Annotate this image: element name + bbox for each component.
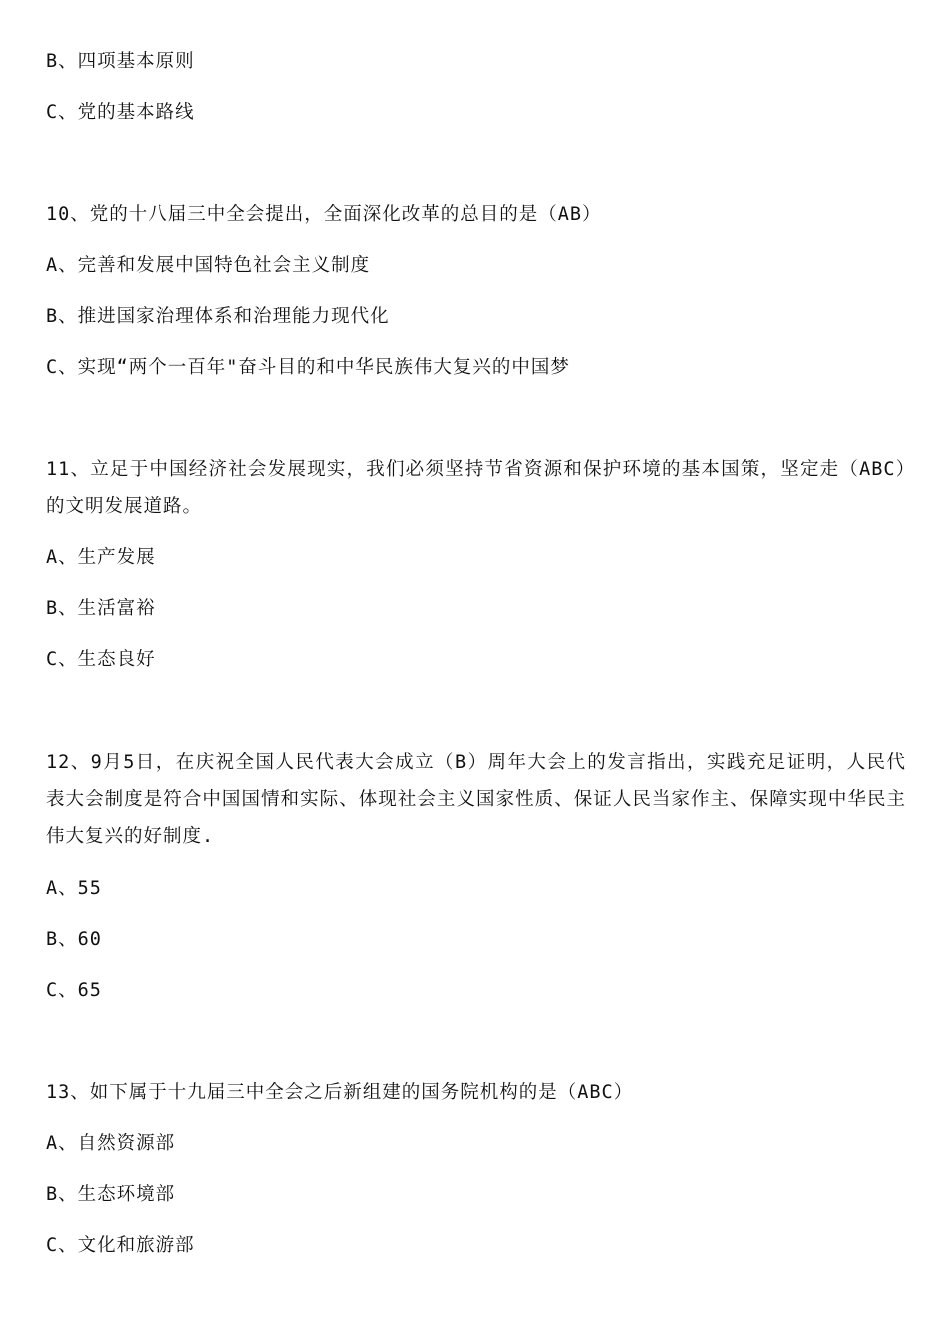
q11-question: 11、立足于中国经济社会发展现实，我们必须坚持节省资源和保护环境的基本国策，坚定走（ABC）的文明发展道路。 — [46, 459, 906, 517]
q13-question: 13、如下属于十九届三中全会之后新组建的国务院机构的是（ABC） — [46, 1082, 634, 1103]
q12-question: 12、9月5日，在庆祝全国人民代表大会成立（B）周年大会上的发言指出，实践充足证明，人民代表大会制度是符合中国国情和实际、体现社会主义国家性质、保证人民当家作主、保障实现中华民主伟大复兴的好制度. — [46, 752, 906, 847]
q12-option-c: C、65 — [46, 980, 102, 1001]
q11-option-b: B、生活富裕 — [46, 598, 156, 619]
q10-option-c: C、实现“两个一百年"奋斗目的和中华民族伟大复兴的中国梦 — [46, 357, 570, 378]
q9-option-c: C、党的基本路线 — [46, 102, 195, 123]
q13-option-b: B、生态环境部 — [46, 1184, 176, 1205]
q13-option-a: A、自然资源部 — [46, 1133, 176, 1154]
q11-option-a: A、生产发展 — [46, 547, 156, 568]
q10-question: 10、党的十八届三中全会提出，全面深化改革的总目的是（AB） — [46, 204, 602, 225]
q10-option-b: B、推进国家治理体系和治理能力现代化 — [46, 306, 390, 327]
q12-option-b: B、60 — [46, 929, 102, 950]
q13-option-c: C、文化和旅游部 — [46, 1235, 195, 1256]
q9-option-b: B、四项基本原则 — [46, 51, 195, 72]
q10-option-a: A、完善和发展中国特色社会主义制度 — [46, 255, 371, 276]
q12-option-a: A、55 — [46, 878, 102, 899]
q11-option-c: C、生态良好 — [46, 649, 156, 670]
